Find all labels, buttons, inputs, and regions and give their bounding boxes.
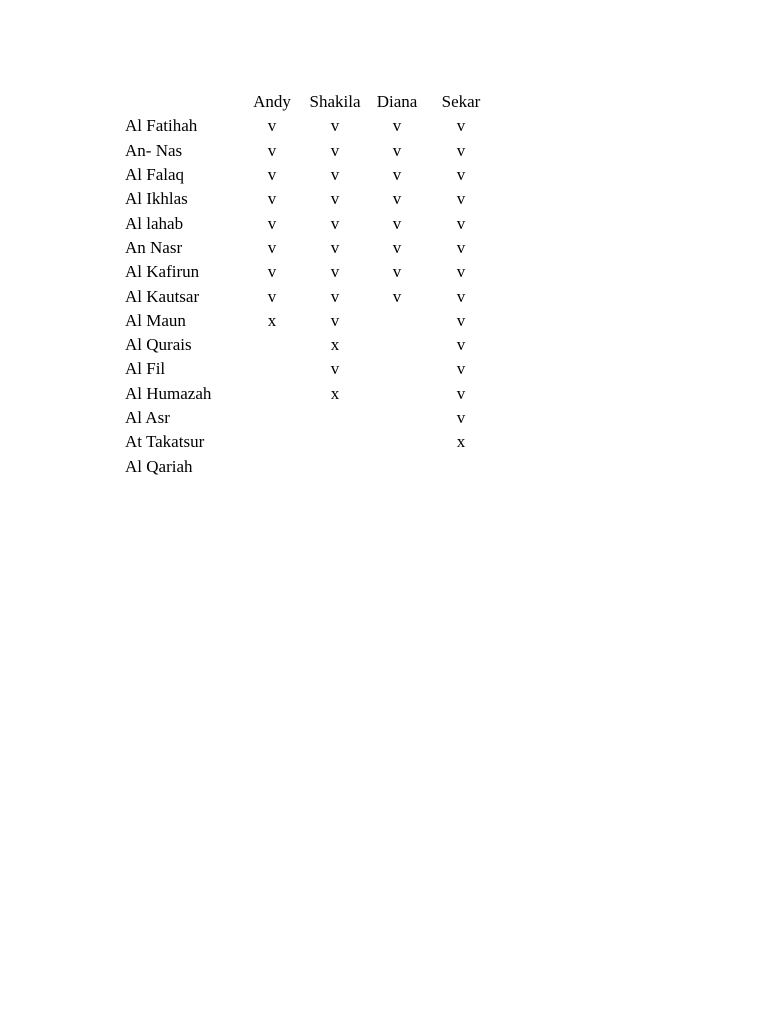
cell-andy (247, 333, 297, 357)
cell-diana: v (392, 237, 402, 257)
cell-sekar: x (456, 432, 466, 452)
surah-name-cell: At Takatsur (125, 432, 205, 452)
cell-sekar: v (456, 383, 466, 403)
surah-name-cell: Al Asr (125, 408, 170, 427)
surah-name-cell: Al Maun (125, 310, 186, 330)
cell-diana (373, 430, 421, 454)
table-row (122, 454, 501, 478)
surah-name-cell: Al Fatihah (125, 116, 198, 136)
table-row (122, 139, 501, 163)
cell-sekar: v (456, 116, 466, 136)
table-row (122, 260, 501, 284)
cell-andy: v (267, 189, 277, 209)
cell-andy (247, 406, 297, 430)
cell-shakila (297, 430, 373, 454)
table-row (122, 236, 501, 260)
cell-shakila (297, 406, 373, 430)
cell-andy: v (267, 165, 277, 185)
surah-name-cell: Al Qurais (125, 335, 192, 355)
header-andy: Andy (253, 92, 291, 112)
table-row (122, 114, 501, 138)
cell-diana (373, 357, 421, 381)
surah-name-cell: Al Humazah (125, 383, 212, 403)
surah-name-cell: Al Kafirun (125, 262, 200, 282)
cell-sekar: v (456, 408, 466, 427)
cell-sekar: v (456, 140, 466, 160)
cell-sekar: v (456, 262, 466, 282)
cell-shakila: v (330, 165, 340, 185)
cell-shakila (297, 454, 373, 478)
cell-diana (373, 406, 421, 430)
cell-andy (247, 454, 297, 478)
cell-diana: v (392, 286, 402, 306)
cell-andy: v (267, 213, 277, 233)
cell-andy: v (267, 237, 277, 257)
surah-name-cell: Al Qariah (125, 456, 193, 476)
surah-name-cell: Al Fil (125, 359, 166, 379)
surah-name-cell: An- Nas (125, 140, 183, 160)
cell-diana: v (392, 140, 402, 160)
table-row (122, 406, 501, 430)
cell-andy (247, 357, 297, 381)
cell-andy: v (267, 140, 277, 160)
cell-diana: v (392, 262, 402, 282)
cell-andy (247, 382, 297, 406)
table-row (122, 382, 501, 406)
cell-shakila: v (330, 310, 340, 330)
cell-shakila: v (330, 116, 340, 136)
table-row (122, 357, 501, 381)
cell-sekar: v (456, 335, 466, 355)
cell-shakila: v (330, 189, 340, 209)
surah-name-cell: Al Falaq (125, 165, 185, 185)
table-row (122, 333, 501, 357)
cell-sekar: v (456, 213, 466, 233)
checklist-sheet (122, 90, 501, 479)
corner-header-cell (122, 90, 247, 114)
cell-shakila: v (330, 213, 340, 233)
cell-sekar: v (456, 310, 466, 330)
cell-shakila: v (330, 262, 340, 282)
cell-shakila: v (330, 140, 340, 160)
cell-sekar: v (456, 286, 466, 306)
cell-andy: v (267, 286, 277, 306)
cell-shakila: v (330, 237, 340, 257)
cell-andy: v (267, 116, 277, 136)
cell-diana (373, 454, 421, 478)
table-row (122, 284, 501, 308)
surah-name-cell: Al Ikhlas (125, 189, 188, 209)
cell-diana (373, 333, 421, 357)
header-diana: Diana (376, 92, 418, 112)
memorization-table (122, 90, 501, 479)
table-row (122, 309, 501, 333)
cell-diana (373, 309, 421, 333)
cell-sekar: v (456, 189, 466, 209)
cell-andy (247, 430, 297, 454)
table-row (122, 211, 501, 235)
cell-sekar: v (456, 165, 466, 185)
cell-diana: v (392, 189, 402, 209)
cell-shakila: x (330, 335, 340, 355)
cell-diana: v (392, 165, 402, 185)
cell-diana: v (392, 116, 402, 136)
cell-shakila: v (330, 286, 340, 306)
cell-diana: v (392, 213, 402, 233)
cell-sekar: v (456, 237, 466, 257)
cell-shakila: v (330, 359, 340, 379)
surah-name-cell: Al Kautsar (125, 286, 200, 306)
cell-andy: x (267, 310, 277, 330)
header-shakila: Shakila (309, 92, 361, 112)
header-sekar: Sekar (441, 92, 481, 112)
cell-shakila: x (330, 383, 340, 403)
surah-name-cell: An Nasr (125, 237, 183, 257)
cell-andy: v (267, 262, 277, 282)
header-row (122, 90, 501, 114)
table-body (122, 114, 501, 478)
cell-sekar: v (456, 359, 466, 379)
cell-diana (373, 382, 421, 406)
table-row (122, 430, 501, 454)
cell-sekar (421, 454, 501, 478)
table-row (122, 187, 501, 211)
table-row (122, 163, 501, 187)
surah-name-cell: Al lahab (125, 213, 184, 233)
